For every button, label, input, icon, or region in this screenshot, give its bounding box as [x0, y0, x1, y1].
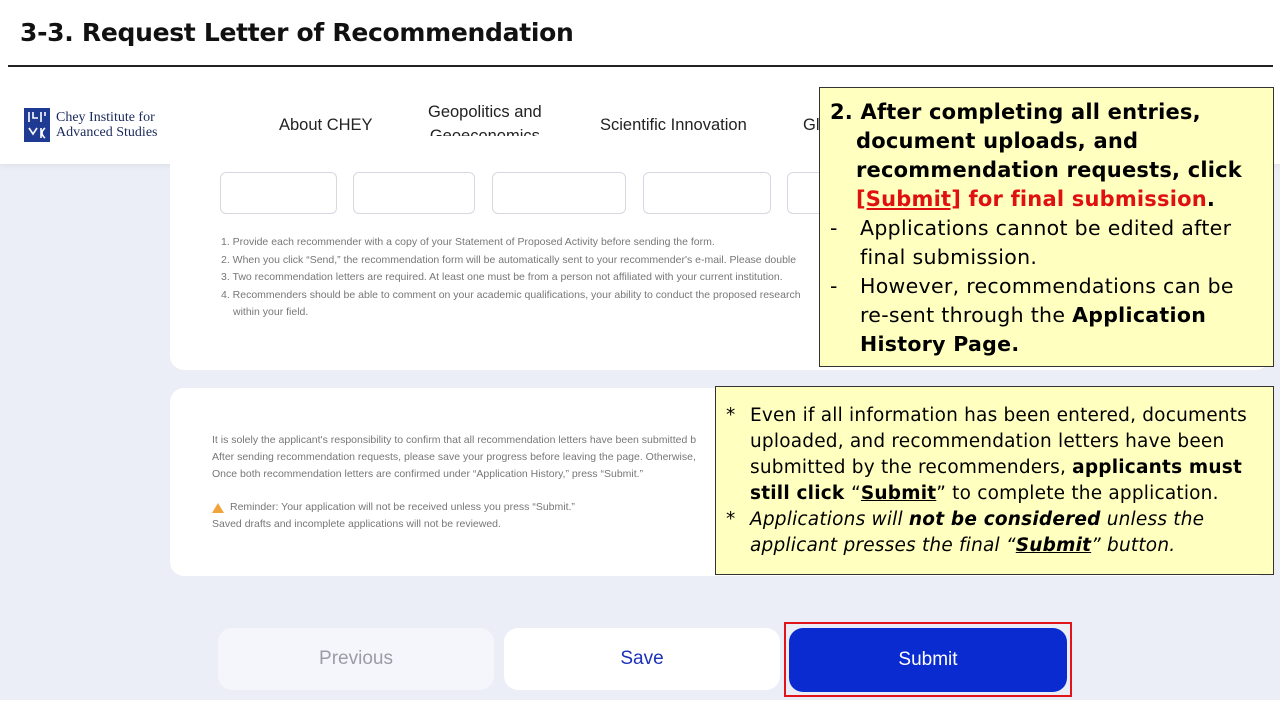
submit-button[interactable]: Submit — [789, 628, 1067, 692]
nav-label: Geopolitics and — [428, 103, 542, 121]
bullet-dash: - — [830, 216, 838, 240]
notice-line: Once both recommendation letters are confirmed under “Application History,” press “Submit.” — [212, 468, 644, 480]
submit-highlight-box — [784, 622, 1072, 697]
recommender-field[interactable] — [353, 172, 475, 214]
save-button[interactable]: Save — [504, 628, 780, 690]
drafts-note: Saved drafts and incomplete applications will not be reviewed. — [212, 518, 501, 530]
note-text: Applications will — [750, 509, 909, 530]
instruction-line: 3. Two recommendation letters are required. At least one must be from a person not affiliated with your current institution. — [221, 271, 783, 283]
nav-scientific-innovation[interactable] — [600, 113, 747, 137]
heading-text: 2. After completing all entries, document uploads, and recommendation requests, click — [830, 100, 1242, 182]
recommendation-instructions — [221, 234, 801, 322]
submission-notice-text — [212, 432, 696, 533]
heading-period: . — [1206, 187, 1216, 211]
instruction-line: 4. Recommenders should be able to comment on your academic qualifications, your ability to conduct the proposed research — [221, 288, 801, 301]
submit-reference: [Submit] — [856, 187, 962, 211]
recommender-field[interactable] — [643, 172, 771, 214]
slide-title: 3-3. Request Letter of Recommendation — [20, 18, 574, 47]
recommender-field[interactable] — [492, 172, 626, 214]
logo-line2: Advanced Studies — [56, 125, 158, 140]
asterisk: * — [726, 405, 736, 426]
instruction-line: within your field. — [233, 306, 309, 318]
submit-reference: Submit — [1015, 535, 1092, 556]
application-history-reference: Application History Page. — [860, 303, 1207, 356]
recommender-field[interactable] — [220, 172, 337, 214]
nav-label: Gl — [803, 116, 820, 134]
nav-global[interactable] — [803, 113, 820, 137]
submit-reference: Submit — [860, 483, 937, 504]
nav-label: About CHEY — [279, 116, 373, 134]
logo-line1: Chey Institute for — [56, 110, 155, 125]
callout-bullet — [830, 272, 1263, 359]
note-text: Even if all information has been entered, documents uploaded, and recommendation letters have been submitted by the recommenders, — [750, 405, 1248, 478]
instruction-line: 2. When you click “Send,” the recommendation form will be automatically sent to your recommender's e-mail. Please double — [221, 253, 797, 266]
warning-icon — [212, 503, 224, 513]
nav-about-chey[interactable] — [279, 113, 373, 137]
asterisk: * — [726, 509, 736, 530]
title-divider — [8, 65, 1273, 67]
note-text: unless the applicant presses the final “ — [750, 509, 1205, 556]
notice-line: After sending recommendation requests, please save your progress before leaving the page. Otherwise, — [212, 451, 696, 463]
callout-note — [726, 403, 1263, 507]
note-bold: applicants must still click — [750, 457, 1243, 504]
quote-mark: ” — [936, 483, 947, 504]
final-submission-callout — [819, 87, 1274, 367]
previous-button[interactable]: Previous — [218, 628, 494, 690]
callout-bullet — [830, 214, 1263, 272]
logo-text[interactable] — [56, 110, 157, 140]
heading-red-text: for final submission — [961, 187, 1207, 211]
chey-logo-icon[interactable] — [24, 108, 50, 142]
submit-reminder-callout — [715, 386, 1274, 575]
quote-mark: “ — [851, 483, 861, 504]
callout-note — [726, 507, 1263, 559]
note-text: to complete the application. — [946, 483, 1219, 504]
instruction-line: 1. Provide each recommender with a copy of your Statement of Proposed Activity before sending the form. — [221, 236, 715, 248]
bullet-text: However, recommendations can be re-sent through the — [860, 274, 1234, 327]
reminder-line — [212, 499, 696, 516]
bullet-text: Applications cannot be edited after final submission. — [860, 216, 1232, 269]
callout-heading — [830, 98, 1263, 214]
bullet-dash: - — [830, 274, 838, 298]
note-bold: not be considered — [908, 509, 1101, 530]
note-text: ” button. — [1091, 535, 1176, 556]
reminder-text: Reminder: Your application will not be received unless you press “Submit.” — [230, 501, 575, 513]
notice-line: It is solely the applicant's responsibility to confirm that all recommendation letters have been submitted b — [212, 434, 697, 446]
nav-label: Scientific Innovation — [600, 116, 747, 134]
